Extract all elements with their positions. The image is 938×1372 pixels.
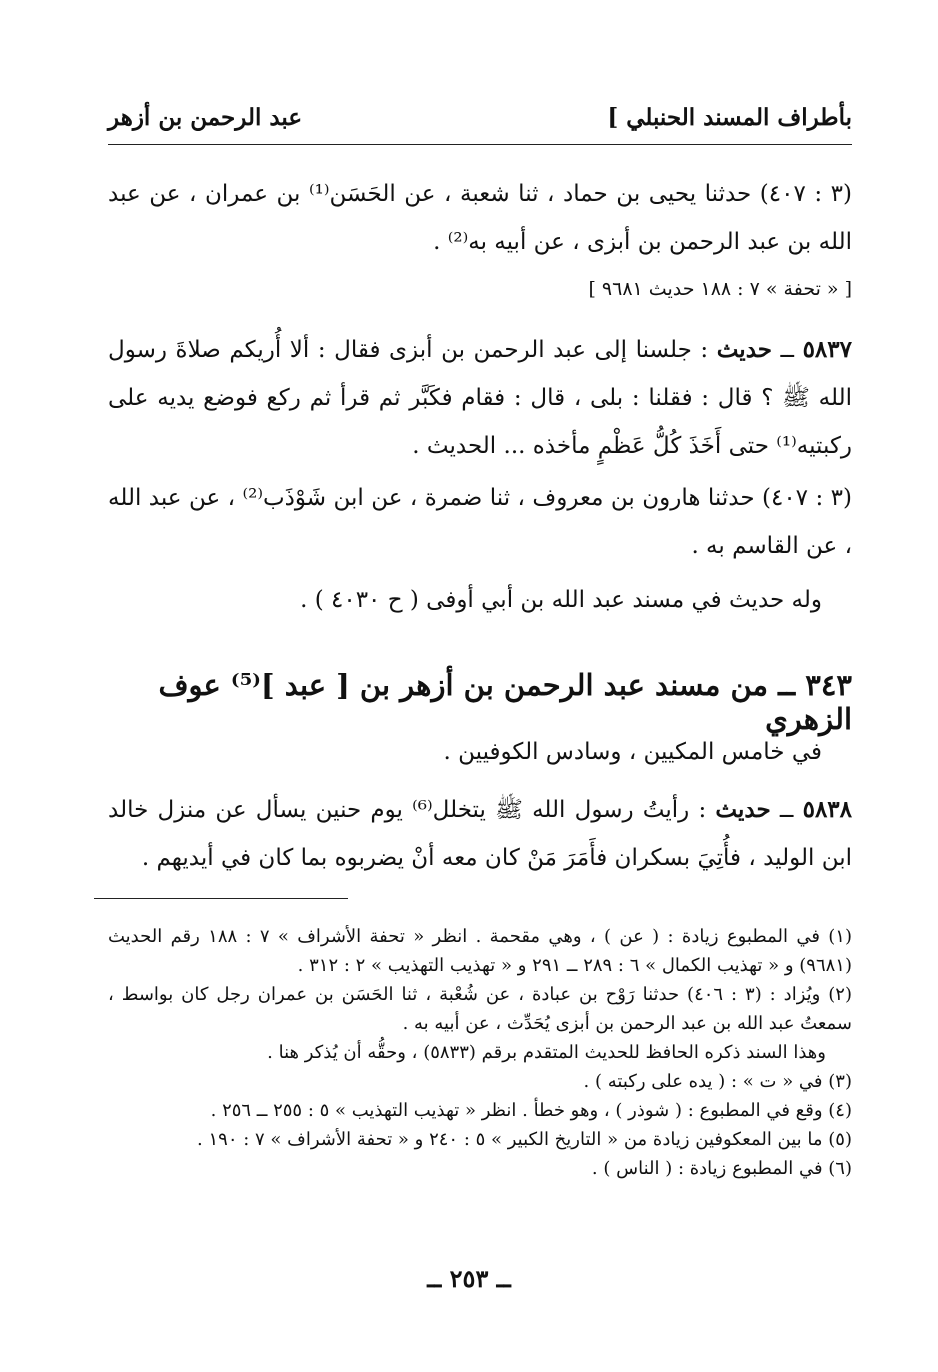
footnote-2: (٢) ويُزاد : (٣ : ٤٠٦) حدثنا رَوْح بن عبادة ، عن شُعْبة ، ثنا الحَسَن بن عمران رجل كان بواسط ، سمعتُ عبد الله بن عبد الرحمن بن أبزى يُحَدِّث ، عن أبيه به .: [108, 984, 852, 1034]
hadith-keyword: حديث: [715, 796, 771, 823]
footnote-4: (٤) وقع في المطبوع : ( شوذر ) ، وهو خطأ . انظر « تهذيب التهذيب » ٥ : ٢٥٥ ــ ٢٥٦ .: [210, 1100, 852, 1121]
running-header-right: بأطراف المسند الحنبلي ]: [607, 104, 852, 131]
paragraph-tuhfa-ref: [ « تحفة » ٧ : ١٨٨ حديث ٩٦٨١ ]: [588, 278, 852, 300]
hadith-5838: [108, 786, 852, 882]
footnotes: [108, 922, 852, 1183]
dash: ــ: [770, 797, 794, 823]
section-heading: ٣٤٣ ــ من مسند عبد الرحمن بن أزهر بن [ عبد ]⁽⁵⁾ عوف الزهري: [158, 668, 852, 736]
paragraph-isnad-2: (٣ : ٤٠٧) حدثنا هارون بن معروف ، ثنا ضمرة ، عن ابن شَوْذَب⁽²⁾ ، عن عبد الله ، عن القاسم به .: [108, 485, 852, 559]
footnote-2-note: وهذا السند ذكره الحافظ للحديث المتقدم برقم (٥٨٣٣) ، وحقُّه أن يُذكر هنا .: [267, 1042, 826, 1063]
footnote-rule: [94, 898, 348, 899]
dash: ــ: [772, 337, 795, 363]
running-header-left: عبد الرحمن بن أزهر: [108, 104, 303, 131]
paragraph-cross-ref: وله حديث في مسند عبد الله بن أبي أوفى ( ح ٤٠٣٠ ) .: [300, 587, 822, 613]
footnote-1: (١) في المطبوع زيادة : ( عن ) ، وهي مقحمة . انظر « تحفة الأشراف » ٧ : ١٨٨ رقم الحديث (٩٦٨١) و « تهذيب الكمال » ٦ : ٢٨٩ ــ ٢٩١ و « تهذيب التهذيب » ٢ : ٣١٢ .: [108, 926, 852, 976]
paragraph-isnad-1: (٣ : ٤٠٧) حدثنا يحيى بن حماد ، ثنا شعبة ، عن الحَسَن⁽¹⁾ بن عمران ، عن عبد الله بن عبد الرحمن بن أبزى ، عن أبيه به⁽²⁾ .: [108, 181, 853, 255]
hadith-number: ٥٨٣٧: [802, 336, 852, 363]
footnote-5: (٥) ما بين المعكوفين زيادة من « التاريخ الكبير » ٥ : ٢٤٠ و « تحفة الأشراف » ٧ : ١٩٠ .: [197, 1129, 852, 1150]
header-rule: [108, 144, 852, 145]
hadith-keyword: حديث: [716, 336, 772, 363]
paragraph-location: في خامس المكيين ، وسادس الكوفيين .: [443, 739, 822, 765]
hadith-5837: [108, 326, 852, 470]
hadith-text: : رأيتُ رسول الله ﷺ يتخلل⁽⁶⁾ يوم حنين يسأل عن منزل خالد ابن الوليد ، فأُتِيَ بسكران فأَمَرَ مَنْ كان معه أنْ يضربوه بما كان في أيديهم .: [108, 797, 852, 871]
hadith-number: ٥٨٣٨: [802, 796, 853, 823]
footnote-3: (٣) في « ت » : ( يده على ركبته ) .: [583, 1071, 852, 1092]
hadith-text: : جلسنا إلى عبد الرحمن بن أبزى فقال : ألا أُريكم صلاةَ رسول الله ﷺ ؟ قال : فقلنا : بلى ، قال : فقام فكَبَّر ثم قرأ ثم ركع فوضع يديه على ركبتيه⁽¹⁾ حتى أَخَذَ كُلُّ عَظْمٍ مأخذه ... الحديث .: [108, 337, 852, 459]
page-number: ــ ٢٥٣ ــ: [427, 1264, 511, 1293]
footnote-6: (٦) في المطبوع زيادة : ( الناس ) .: [591, 1158, 852, 1179]
